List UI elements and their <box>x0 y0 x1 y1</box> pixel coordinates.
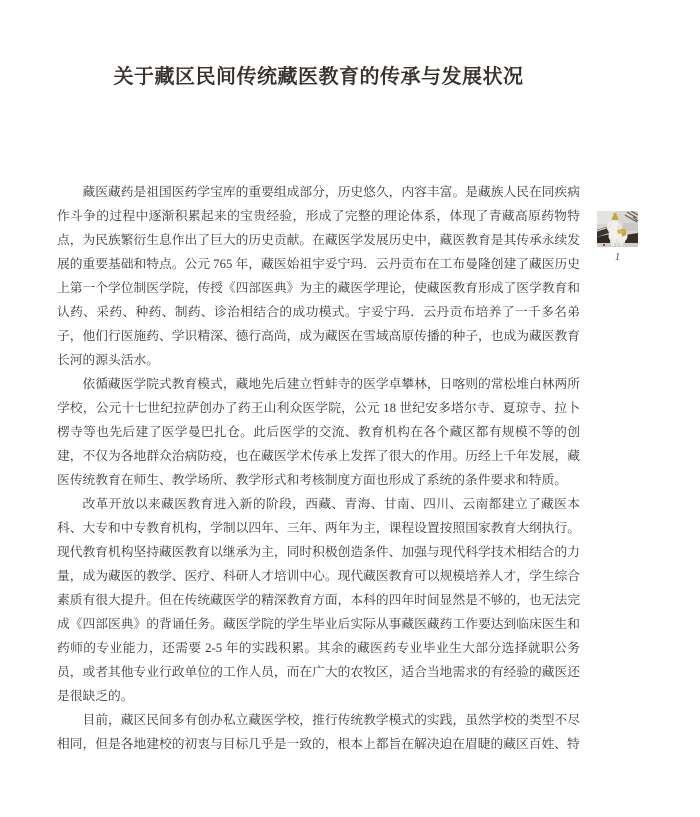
figure-number: 1 <box>614 251 621 263</box>
paragraph-private-schools: 目前，藏区民间多有创办私立藏医学校，推行传统教学模式的实践，虽然学校的类型不尽相同，但是各地建校的初衷与目标几乎是一致的，根本上都旨在解决迫在眉睫的藏区百姓、特 <box>57 713 580 751</box>
page-title: 关于藏区民间传统藏医教育的传承与发展状况 <box>113 66 524 88</box>
paragraph-intro: 藏医藏药是祖国医药学宝库的重要组成部分，历史悠久，内容丰富。是藏族人民在同疾病作斗争的过程中逐渐积累起来的宝贵经验，形成了完整的理论体系，体现了青藏高原药物特点，为民族繁衍生息作出了巨大的历史贡献。在藏医学发展历史中，藏医教育是其传承永续发展的重要基础和特点。公元 765 年，藏医始祖宇妥宁玛．云丹贡布在工布曼隆创建了藏医历史上第一个学位制医学院，传授《四部医典》为主的藏医学理论，使藏医教育形成了医学教育和认药、采药、种药、制药、诊治相结合的成功模式。宇妥宁玛．云丹贡布培养了一千多名弟子，他们行医施药、学识精深、德行高尚，成为藏医在雪域高原传播的种子，也成为藏医教育长河的源头活水。 <box>57 185 580 367</box>
document-body <box>57 180 580 756</box>
figure <box>597 211 638 263</box>
paragraph-history: 依循藏医学院式教育模式，藏地先后建立哲蚌寺的医学卓攀林，日喀则的常松堆白林两所学校，公元十七世纪拉萨创办了药王山利众医学院，公元 18 世纪安多塔尔寺、夏琼寺、拉卜楞寺等也先后建了医学曼巴扎仓。此后医学的交流、教育机构在各个藏区都有规模不等的创建，不仅为各地群众治病防疫，也在藏医学术传承上发挥了很大的作用。历经上千年发展，藏医传统教育在师生、教学场所、教学形式和考核制度方面也形成了系统的条件要求和特质。 <box>57 377 580 487</box>
elephant-statue-photo <box>597 211 638 247</box>
paragraph-modern-education: 改革开放以来藏医教育进入新的阶段，西藏、青海、甘南、四川、云南都建立了藏医本科、大专和中专教育机构，学制以四年、三年、两年为主，课程设置按照国家教育大纲执行。现代教育机构坚持藏医教育以继承为主，同时积极创造条件、加强与现代科学技术相结合的力量，成为藏医的教学、医疗、科研人才培训中心。现代藏医教育可以规模培养人才，学生综合素质有很大提升。但在传统藏医学的精深教育方面，本科的四年时间显然是不够的，也无法完成《四部医典》的背诵任务。藏医学院的学生毕业后实际从事藏医藏药工作要达到临床医生和药师的专业能力，还需要 2-5 年的实践积累。其余的藏医药专业毕业生大部分选择就职公务员，或者其他专业行政单位的工作人员，而在广大的农牧区，适合当地需求的有经验的藏医还是很缺乏的。 <box>57 497 580 703</box>
